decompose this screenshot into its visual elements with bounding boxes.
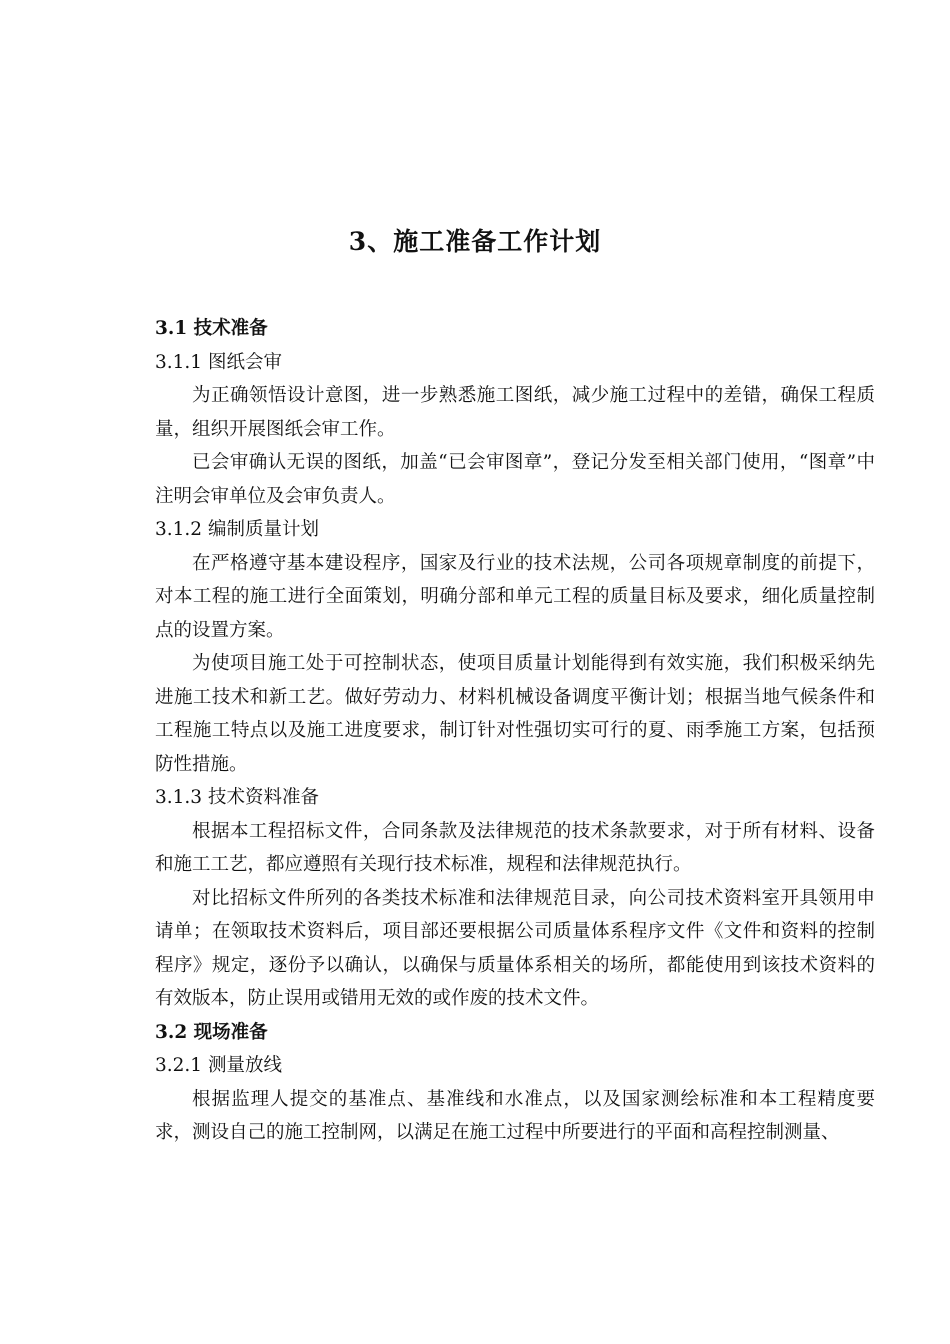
page-title: 3、施工准备工作计划 — [348, 227, 602, 256]
section-heading-3-1: 3.1 技术准备 — [155, 318, 268, 339]
paragraph: 根据监理人提交的基准点、基准线和水准点，以及国家测绘标准和本工程精度要求，测设自己的施工控制网，以满足在施工过程中所要进行的平面和高程控制测量、 — [155, 1088, 875, 1143]
subsection-heading-3-2-1: 3.2.1 测量放线 — [155, 1055, 282, 1076]
section-heading-3-2: 3.2 现场准备 — [155, 1021, 268, 1043]
paragraph: 为使项目施工处于可控制状态，使项目质量计划能得到有效实施，我们积极采纳先进施工技术和新工艺。做好劳动力、材料机械设备调度平衡计划；根据当地气候条件和工程施工特点以及施工进度要求，制订针对性强切实可行的夏、雨季施工方案，包括预防性措施。 — [155, 653, 875, 775]
document-body — [155, 312, 875, 1150]
paragraph: 对比招标文件所列的各类技术标准和法律规范目录，向公司技术资料室开具领用申请单；在领取技术资料后，项目部还要根据公司质量体系程序文件《文件和资料的控制程序》规定，逐份予以确认，以确保与质量体系相关的场所，都能使用到该技术资料的有效版本，防止误用或错用无效的或作废的技术文件。 — [155, 887, 875, 1009]
paragraph: 为正确领悟设计意图，进一步熟悉施工图纸，减少施工过程中的差错，确保工程质量，组织开展图纸会审工作。 — [155, 385, 875, 440]
paragraph: 已会审确认无误的图纸，加盖“已会审图章”，登记分发至相关部门使用，“图章”中注明会审单位及会审负责人。 — [155, 452, 875, 507]
subsection-heading-3-1-3: 3.1.3 技术资料准备 — [155, 787, 319, 808]
paragraph: 在严格遵守基本建设程序，国家及行业的技术法规，公司各项规章制度的前提下，对本工程的施工进行全面策划，明确分部和单元工程的质量目标及要求，细化质量控制点的设置方案。 — [155, 552, 875, 641]
subsection-heading-3-1-2: 3.1.2 编制质量计划 — [155, 519, 319, 540]
subsection-heading-3-1-1: 3.1.1 图纸会审 — [155, 351, 282, 373]
paragraph: 根据本工程招标文件，合同条款及法律规范的技术条款要求，对于所有材料、设备和施工工艺，都应遵照有关现行技术标准，规程和法律规范执行。 — [155, 820, 875, 875]
